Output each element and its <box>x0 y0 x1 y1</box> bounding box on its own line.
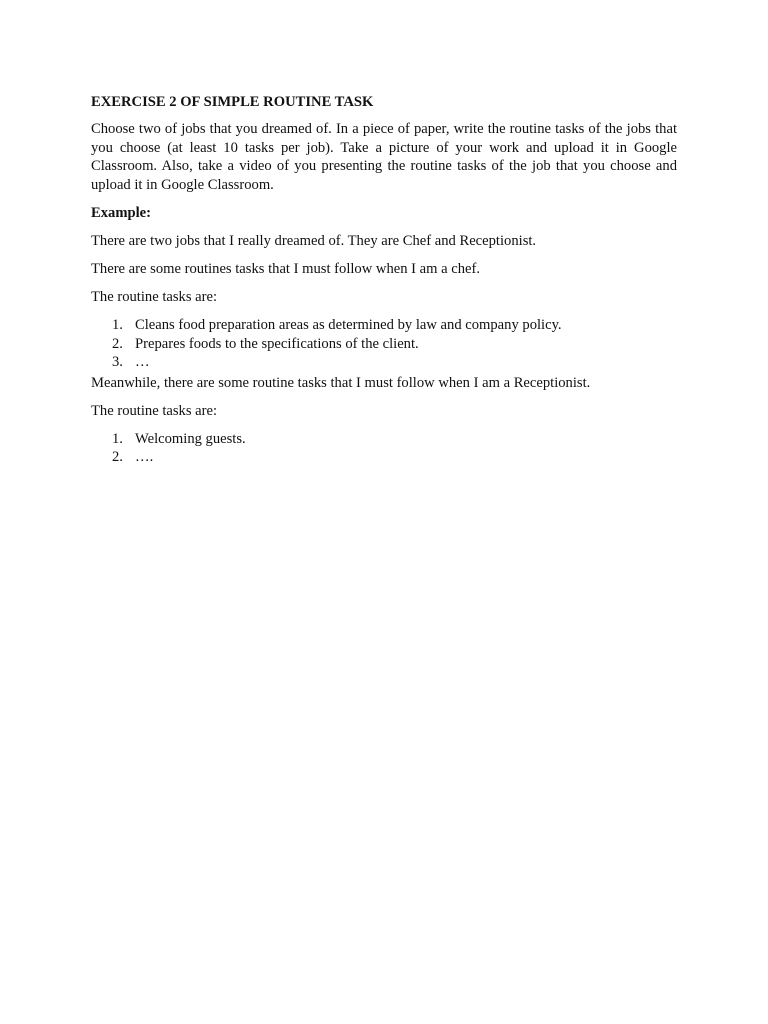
list-item-number: 2. <box>112 449 123 465</box>
list-item-number: 2. <box>112 335 123 352</box>
list-item-text: Cleans food preparation areas as determined by law and company policy. <box>135 317 562 333</box>
list-item-text: … <box>135 354 150 370</box>
list-item-number: 1. <box>112 430 123 447</box>
exercise-title: EXERCISE 2 OF SIMPLE ROUTINE TASK <box>91 94 374 110</box>
document-page <box>91 93 677 469</box>
list-item <box>91 430 677 449</box>
list-item-text: Prepares foods to the specifications of the client. <box>135 335 419 352</box>
chef-intro-sentence: There are some routines tasks that I must follow when I am a chef. <box>91 261 481 277</box>
list-item <box>91 316 677 335</box>
list-item-number: 1. <box>112 317 123 333</box>
list-item-number: 3. <box>112 354 123 370</box>
instructions-paragraph: Choose two of jobs that you dreamed of. In a piece of paper, write the routine tasks of the jobs that you choose (at least 10 tasks per job). Take a picture of your work and upload it in Google Classroom. Also, take a video of you presenting the routine tasks of the job that you choose and upload it in Google Classroom. <box>91 121 677 193</box>
list-item-text: …. <box>135 449 154 465</box>
routine-label-receptionist: The routine tasks are: <box>91 402 218 419</box>
receptionist-intro-sentence: Meanwhile, there are some routine tasks that I must follow when I am a Receptionist. <box>91 374 591 391</box>
list-item-text: Welcoming guests. <box>135 430 246 447</box>
chef-task-list <box>91 316 677 372</box>
receptionist-task-list <box>91 430 677 467</box>
example-heading: Example: <box>91 205 151 221</box>
list-item <box>91 448 677 467</box>
list-item <box>91 335 677 354</box>
intro-sentence: There are two jobs that I really dreamed of. They are Chef and Receptionist. <box>91 233 537 249</box>
list-item <box>91 353 677 372</box>
routine-label-chef: The routine tasks are: <box>91 289 218 305</box>
